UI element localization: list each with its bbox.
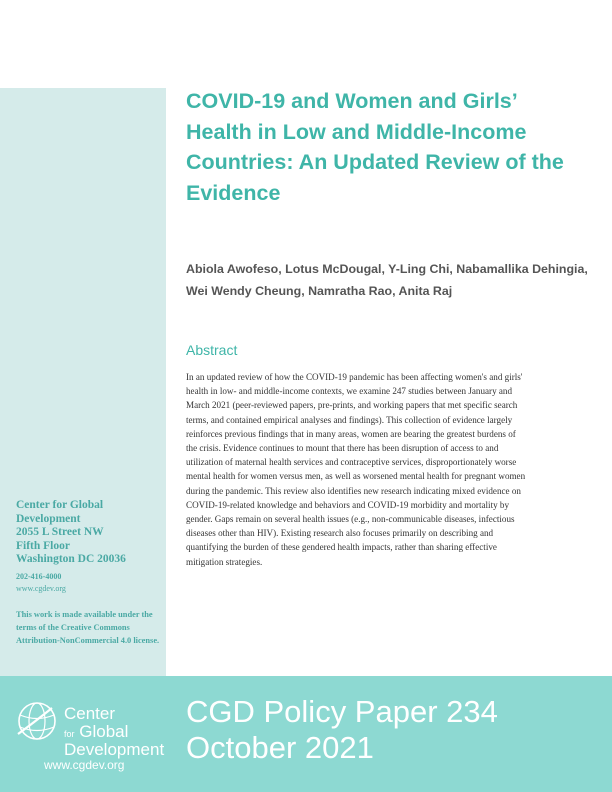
publication-date: October 2021 xyxy=(186,730,374,765)
logo-word-development: Development xyxy=(64,740,165,759)
series-number: CGD Policy Paper 234 xyxy=(186,694,498,729)
paper-title: COVID-19 and Women and Girls’ Health in Low and Middle-Income Countries: An Updated Review of the Evidence xyxy=(186,89,564,205)
logo-wordmark xyxy=(64,705,164,759)
floor: Fifth Floor xyxy=(16,539,70,552)
street-address: 2055 L Street NW xyxy=(16,526,104,538)
org-address xyxy=(16,499,164,567)
org-name-line1: Center for Global xyxy=(16,499,104,511)
license-notice: This work is made available under the terms of the Creative Commons Attribution-NonCommercial 4.0 license. xyxy=(16,609,160,645)
abstract-body: In an updated review of how the COVID-19 pandemic has been affecting women's and girls' health in low- and middle-income contexts, we examine 247 studies between January and March 2021 (peer-reviewed papers, pre-prints, and working papers that met specific search terms, and contained empirical analyses and findings). This collection of evidence largely reinforces previous findings that in many areas, women are bearing the greatest burdens of the crisis. Evidence continues to mount that there has been disruption of access to and utilization of maternal health services and contraceptive services, disproportionately worse mental health for women versus men, as well as worsened mental health for pregnant women during the pandemic. This review also identifies new research indicating mixed evidence on COVID-19-related knowledge and behaviors and COVID-19 morbidity and mortality by gender. Gaps remain on several health issues (e.g., non-communicable diseases, infectious diseases other than HIV). Existing research also focuses primarily on describing and quantifying the burden of these gendered health impacts, rather than sharing effective mitigation strategies. xyxy=(186,372,526,567)
logo-word-center: Center xyxy=(64,704,116,723)
logo-global-line xyxy=(64,723,164,741)
logo-word-for: for xyxy=(64,729,75,739)
org-name-line2: Development xyxy=(16,512,81,525)
city: Washington DC 20036 xyxy=(16,553,126,565)
footer-website-link[interactable]: www.cgdev.org xyxy=(44,758,125,772)
cgd-logo-icon xyxy=(16,700,58,742)
sidebar-contact xyxy=(16,499,164,647)
sidebar-website-link[interactable]: www.cgdev.org xyxy=(16,583,66,593)
logo-word-global: Global xyxy=(79,722,129,741)
phone-number: 202-416-4000 xyxy=(16,571,62,581)
abstract-heading: Abstract xyxy=(186,342,238,358)
series-block xyxy=(186,694,498,766)
author-list: Abiola Awofeso, Lotus McDougal, Y-Ling Chi, Nabamallika Dehingia, Wei Wendy Cheung, Namratha Rao, Anita Raj xyxy=(186,262,588,298)
